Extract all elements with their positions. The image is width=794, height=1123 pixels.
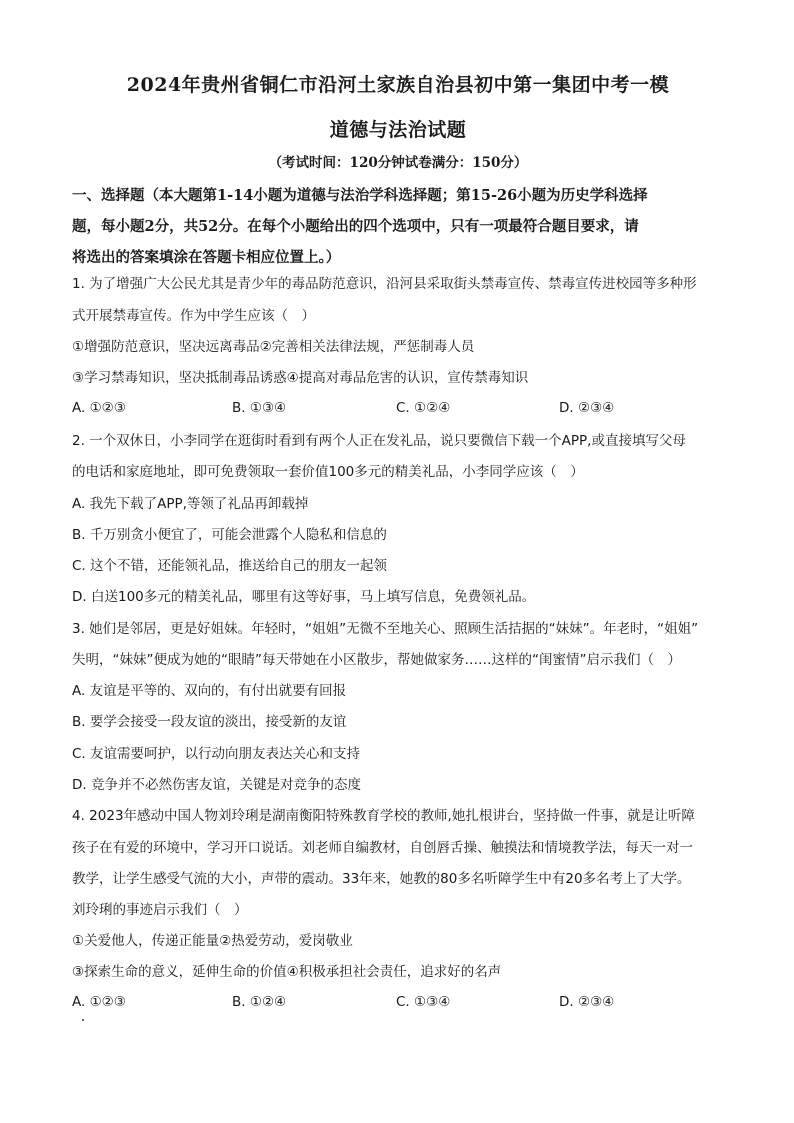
exam-title: 2024年贵州省铜仁市沿河土家族自治县初中第一集团中考一模 [126, 74, 670, 96]
q4-option-c: C. ①③④ [396, 994, 451, 1010]
q2-option-b: B. 千万别贪小便宜了，可能会泄露个人隐私和信息的 [72, 527, 387, 543]
q1-item: ①增强防范意识，坚决远离毒品②完善相关法律法规，严惩制毒人员 [72, 339, 475, 355]
q4-option-a: A. ①②③ [72, 994, 126, 1010]
section-heading [72, 180, 724, 273]
stray-mark [82, 1019, 84, 1021]
q1-stem: 1. 为了增强广大公民尤其是青少年的毒品防范意识，沿河县采取街头禁毒宣传、禁毒宣传进校园等多种形 [72, 276, 697, 292]
q4-item: ①关爱他人，传递正能量②热爱劳动，爱岗敬业 [72, 933, 353, 949]
q1-option-c: C. ①②④ [396, 400, 451, 416]
q4-option-d: D. ②③④ [559, 994, 615, 1010]
q4-stem: 刘玲琍的事迹启示我们（ ） [72, 902, 248, 918]
q3-stem: 3. 她们是邻居，更是好姐妹。年轻时，“姐姐”无微不至地关心、照顾生活拮据的“妹妹”。年老时，“姐姐” [72, 621, 699, 637]
q2-stem: 2. 一个双休日，小李同学在逛街时看到有两个人正在发礼品，说只要微信下载一个APP,或直接填写父母 [72, 433, 686, 449]
q1-item: ③学习禁毒知识，坚决抵制毒品诱惑④提高对毒品危害的认识，宣传禁毒知识 [72, 370, 529, 386]
q4-stem: 教学，让学生感受气流的大小，声带的震动。33年来，她教的80多名听障学生中有20多名考上了大学。 [72, 871, 691, 887]
q1-option-b: B. ①③④ [232, 400, 287, 416]
q2-stem: 的电话和家庭地址，即可免费领取一套价值100多元的精美礼品，小李同学应该（ ） [72, 464, 584, 480]
section-heading-line: 一、选择题（本大题第1-14小题为道德与法治学科选择题；第15-26小题为历史学科选择 [72, 187, 648, 204]
q3-option-d: D. 竞争并不必然伤害友谊，关键是对竞争的态度 [72, 777, 361, 793]
q4-item: ③探索生命的意义，延伸生命的价值④积极承担社会责任，追求好的名声 [72, 964, 502, 980]
q3-stem: 失明，“妹妹”便成为她的“眼睛”每天带她在小区散步，帮她做家务……这样的“闺蜜情”启示我们（ ） [72, 652, 681, 668]
q1-option-d: D. ②③④ [559, 400, 615, 416]
q2-option-d: D. 白送100多元的精美礼品，哪里有这等好事，马上填写信息，免费领礼品。 [72, 589, 536, 605]
subject-title: 道德与法治试题 [329, 119, 467, 141]
exam-info: （考试时间：120分钟试卷满分：150分） [268, 155, 528, 171]
q4-stem: 孩子在有爱的环境中，学习开口说话。刘老师自编教材，自创唇舌操、触摸法和情境教学法，每天一对一 [72, 840, 693, 856]
q3-option-c: C. 友谊需要呵护，以行动向朋友表达关心和支持 [72, 746, 361, 762]
q4-option-b: B. ①②④ [232, 994, 287, 1010]
section-heading-line: 题，每小题2分，共52分。在每个小题给出的四个选项中，只有一项最符合题目要求，请 [72, 218, 639, 235]
q2-option-a: A. 我先下载了APP,等领了礼品再卸载掉 [72, 496, 309, 512]
q4-stem: 4. 2023年感动中国人物刘玲琍是湖南衡阳特殊教育学校的教师,她扎根讲台，坚持做一件事，就是让听障 [72, 808, 695, 824]
q3-option-b: B. 要学会接受一段友谊的淡出，接受新的友谊 [72, 714, 347, 730]
q3-option-a: A. 友谊是平等的、双向的，有付出就要有回报 [72, 683, 347, 699]
q2-option-c: C. 这个不错，还能领礼品，推送给自己的朋友一起领 [72, 558, 388, 574]
section-heading-line: 将选出的答案填涂在答题卡相应位置上。） [72, 249, 341, 266]
q1-option-a: A. ①②③ [72, 400, 126, 416]
q1-stem: 式开展禁毒宣传。作为中学生应该（ ） [72, 308, 315, 324]
